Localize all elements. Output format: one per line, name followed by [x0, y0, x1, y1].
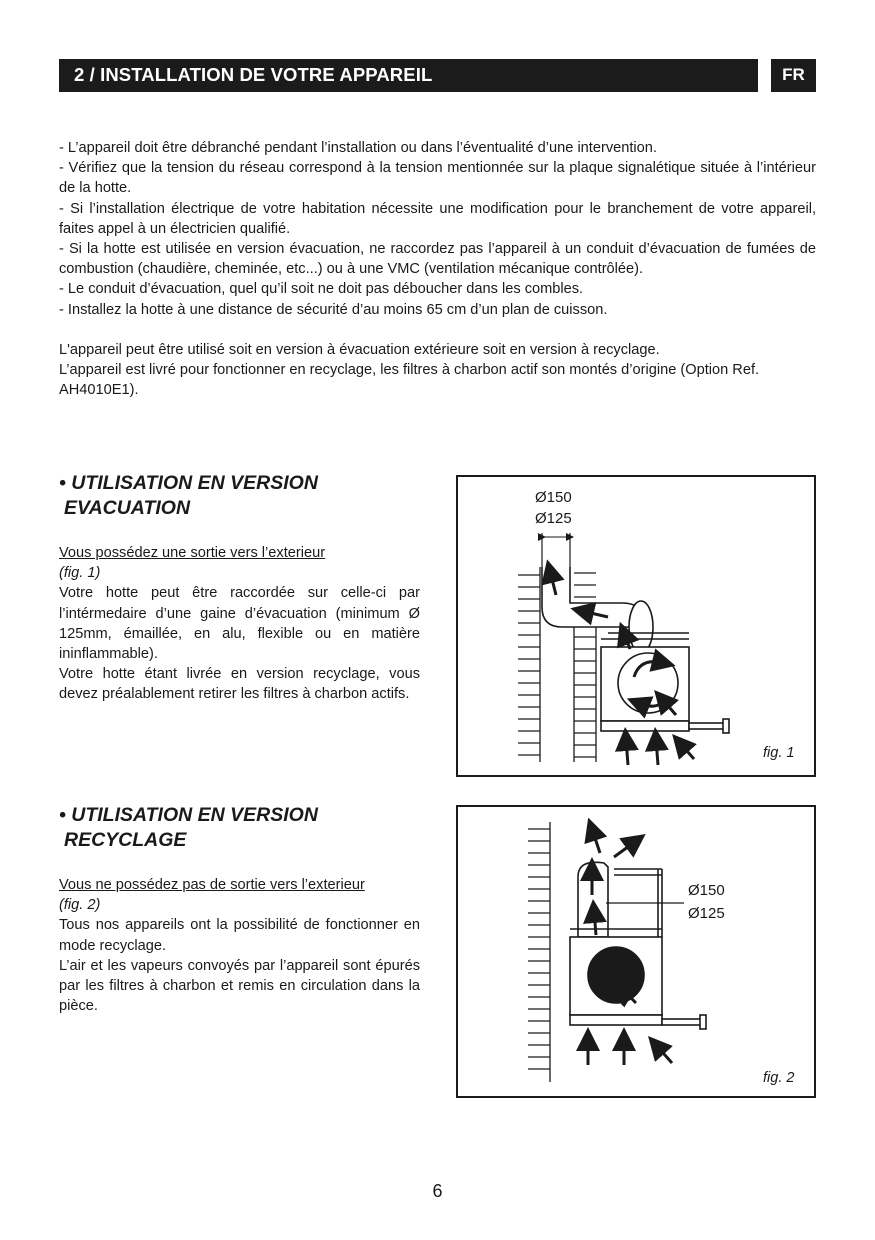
section-recyclage-title — [59, 803, 389, 853]
section-header-bar — [59, 59, 758, 92]
figure-1-evacuation — [456, 475, 816, 777]
wall-right — [574, 573, 596, 762]
section-paragraph: L’air et les vapeurs convoyés par l’appareil sont épurés par les filtres à charbon et remis en circulation dans la pièce. — [59, 957, 420, 1015]
language-badge: FR — [771, 59, 816, 92]
intro-line: - Le conduit d’évacuation, quel qu’il soit ne doit pas déboucher dans les combles. — [59, 281, 584, 298]
section-paragraph: Votre hotte étant livrée en version recyclage, vous devez préalablement retirer les filtres à charbon actifs. — [59, 666, 420, 703]
figure-reference: (fig. 1) — [59, 565, 101, 582]
evacuation-diagram — [458, 477, 814, 775]
section-subtitle: Vous ne possédez pas de sortie vers l’exterieur — [59, 877, 365, 893]
hood-body — [570, 929, 706, 1029]
figure-caption: fig. 1 — [763, 745, 795, 761]
hood-body — [601, 633, 729, 733]
intro-line: - Vérifiez que la tension du réseau correspond à la tension mentionnée sur la plaque signalétique située à l’intérieur de la hotte. — [59, 160, 816, 197]
diameter-label-125: Ø125 — [688, 905, 725, 922]
intro-text — [59, 138, 816, 400]
diameter-label-150: Ø150 — [535, 489, 572, 506]
intro-line: - Si l’installation électrique de votre habitation nécessite une modification pour le branchement de votre appareil, faites appel à un électricien qualifié. — [59, 200, 816, 237]
section-title-line: EVACUATION — [64, 497, 191, 519]
diameter-label-125: Ø125 — [535, 510, 572, 527]
intro-line: - Si la hotte est utilisée en version évacuation, ne raccordez pas l’appareil à un conduit d’évacuation de fumées de combustion (chaudière, cheminée, etc...) ou à une VMC (ventilation mécanique contrôlée). — [59, 241, 816, 278]
section-title: 2 / INSTALLATION DE VOTRE APPAREIL — [74, 64, 433, 85]
section-title-line: • UTILISATION EN VERSION — [59, 472, 318, 494]
wall-left — [518, 567, 540, 762]
exhaust-duct — [542, 567, 653, 659]
section-evacuation-body — [59, 543, 420, 705]
section-evacuation-title — [59, 471, 389, 521]
diameter-label-150: Ø150 — [688, 882, 725, 899]
section-recyclage-body — [59, 875, 420, 1016]
section-paragraph: Votre hotte peut être raccordée sur celle-ci par l’intérmedaire d’une gaine d’évacuation (minimum Ø 125mm, émaillée, en alu, flexible ou en matière ininflammable). — [59, 585, 420, 663]
intro-paragraph-2b: L’appareil est livré pour fonctionner en recyclage, les filtres à charbon actif son montés d’origine (Option Ref. AH4010E1). — [59, 362, 760, 399]
intro-line: - L’appareil doit être débranché pendant l’installation ou dans l’éventualité d’une intervention. — [59, 140, 657, 156]
figure-caption: fig. 2 — [763, 1070, 795, 1086]
section-paragraph: Tous nos appareils ont la possibilité de fonctionner en mode recyclage. — [59, 917, 420, 954]
page-number: 6 — [432, 1181, 443, 1201]
intro-paragraph-2a: L'appareil peut être utilisé soit en version à évacuation extérieure soit en version à recyclage. — [59, 341, 660, 358]
wall — [528, 822, 550, 1082]
section-title-line: • UTILISATION EN VERSION — [59, 804, 318, 826]
figure-2-recyclage — [456, 805, 816, 1098]
section-subtitle: Vous possédez une sortie vers l’exterieur — [59, 545, 326, 561]
section-title-line: RECYCLAGE — [64, 829, 187, 851]
recyclage-diagram — [458, 807, 814, 1096]
intro-line: - Installez la hotte à une distance de sécurité d’au moins 65 cm d’un plan de cuisson. — [59, 301, 608, 318]
figure-reference: (fig. 2) — [59, 897, 101, 914]
